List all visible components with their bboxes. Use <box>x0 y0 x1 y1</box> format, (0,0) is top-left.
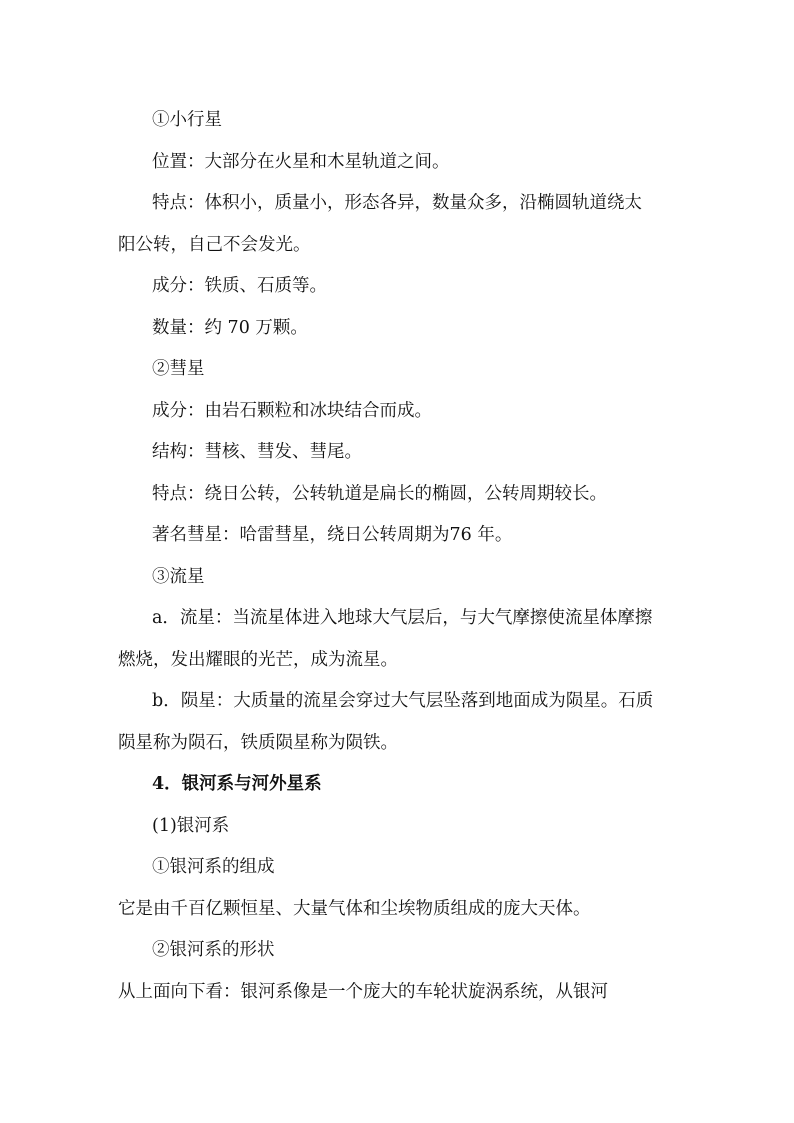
document-body <box>118 100 684 1013</box>
paragraph-comet-composition: 成分：由岩石颗粒和冰块结合而成。 <box>152 400 432 421</box>
heading-milky-way-shape: ②银河系的形状 <box>152 940 275 960</box>
paragraph-meteorite-line1: b．陨星：大质量的流星会穿过大气层坠落到地面成为陨星。石质 <box>152 691 654 711</box>
paragraph-meteor-line1: a．流星：当流星体进入地球大气层后，与大气摩擦使流星体摩擦 <box>152 608 653 628</box>
subheading-milky-way: (1)银河系 <box>152 815 230 836</box>
heading-comet: ②彗星 <box>152 359 205 379</box>
paragraph-composition: 成分：铁质、石质等。 <box>152 276 327 296</box>
paragraph-quantity: 数量：约 70 万颗。 <box>152 317 308 338</box>
heading-asteroid: ①小行星 <box>152 110 222 130</box>
heading-meteor: ③流星 <box>152 566 205 587</box>
paragraph-meteor-line2: 燃烧，发出耀眼的光芒，成为流星。 <box>118 649 398 670</box>
paragraph-famous-comet: 著名彗星：哈雷彗星，绕日公转周期为76 年。 <box>152 525 513 545</box>
paragraph-position: 位置：大部分在火星和木星轨道之间。 <box>152 151 450 172</box>
paragraph-features-line2: 阳公转，自己不会发光。 <box>118 234 311 255</box>
paragraph-features-line1: 特点：体积小，质量小，形态各异，数量众多，沿椭圆轨道绕太 <box>152 193 642 213</box>
paragraph-comet-features: 特点：绕日公转，公转轨道是扁长的椭圆，公转周期较长。 <box>152 483 607 504</box>
paragraph-comet-structure: 结构：彗核、彗发、彗尾。 <box>152 442 362 462</box>
paragraph-meteorite-line2: 陨星称为陨石，铁质陨星称为陨铁。 <box>118 732 398 753</box>
heading-milky-way-composition: ①银河系的组成 <box>152 857 275 877</box>
paragraph-milky-way-shape: 从上面向下看：银河系像是一个庞大的车轮状旋涡系统，从银河 <box>118 981 608 1002</box>
paragraph-milky-way-composition: 它是由千百亿颗恒星、大量气体和尘埃物质组成的庞大天体。 <box>118 898 591 919</box>
section-heading-galaxy: 4．银河系与河外星系 <box>152 774 322 794</box>
